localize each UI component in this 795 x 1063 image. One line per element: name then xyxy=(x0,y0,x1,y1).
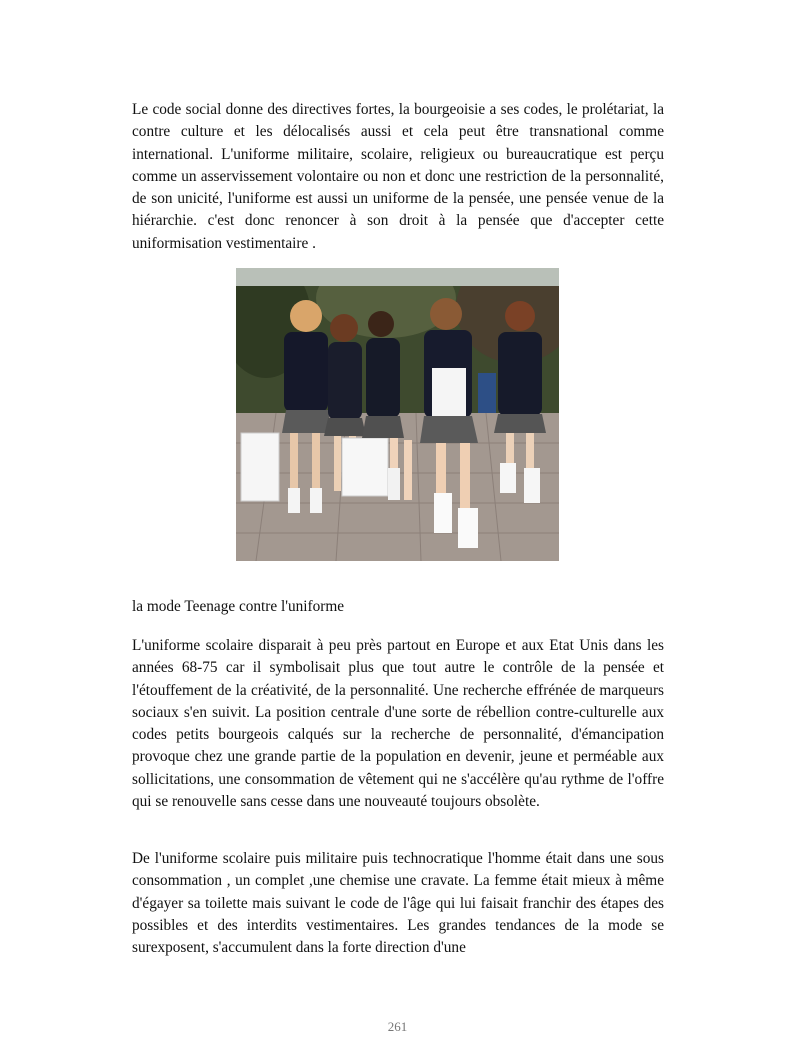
paragraph-uniform-code: Le code social donne des directives fortes, la bourgeoisie a ses codes, le prolétariat, la contre culture et les délocalisés aussi et cela peut être transnational comme international. L'uniforme militaire, scolaire, religieux ou bureaucratique est perçu comme un asservissement volontaire ou non et donc une restriction de la personnalité, de son unicité, l'uniforme est aussi un uniforme de la pensée, une pensée venue de la hiérarchie. c'est donc renoncer à son droit à la pensée que d'accepter cette uniformisation vestimentaire . xyxy=(132,101,664,252)
paragraph-uniform-disappears: L'uniforme scolaire disparait à peu près partout en Europe et aux Etat Unis dans les années 68-75 car il symbolisait plus que tout autre le contrôle de la pensée et l'étouffement de la créativité, de la personnalité. Une recherche effrénée de marqueurs sociaux s'en suivit. La position centrale d'une sorte de rébellion contre-culturelle aux codes petits bourgeois calqués sur la recherche de personnalité, d'émancipation provoque chez une grande partie de la population en devenir, jeune et perméable aux sollicitations, une consommation de vêtement qui ne s'accélère qu'au rythme de l'offre qui se renouvelle sans cesse dans une nouveauté toujours obsolète. xyxy=(132,637,664,811)
page-number: 261 xyxy=(387,1019,408,1034)
section-heading: la mode Teenage contre l'uniforme xyxy=(132,598,345,615)
paragraph-consumption: De l'uniforme scolaire puis militaire puis technocratique l'homme était dans une sous consommation , un complet ,une chemise une cravate. La femme était mieux à même d'égayer sa toilette mais suivant le code de l'âge qui lui faisait franchir des étapes des possibles et des interdits vestimentaires. Les grandes tendances de la mode se surexposent, s'accumulent dans la forte direction d'une xyxy=(132,850,664,957)
schoolgirls-photo xyxy=(236,268,559,561)
